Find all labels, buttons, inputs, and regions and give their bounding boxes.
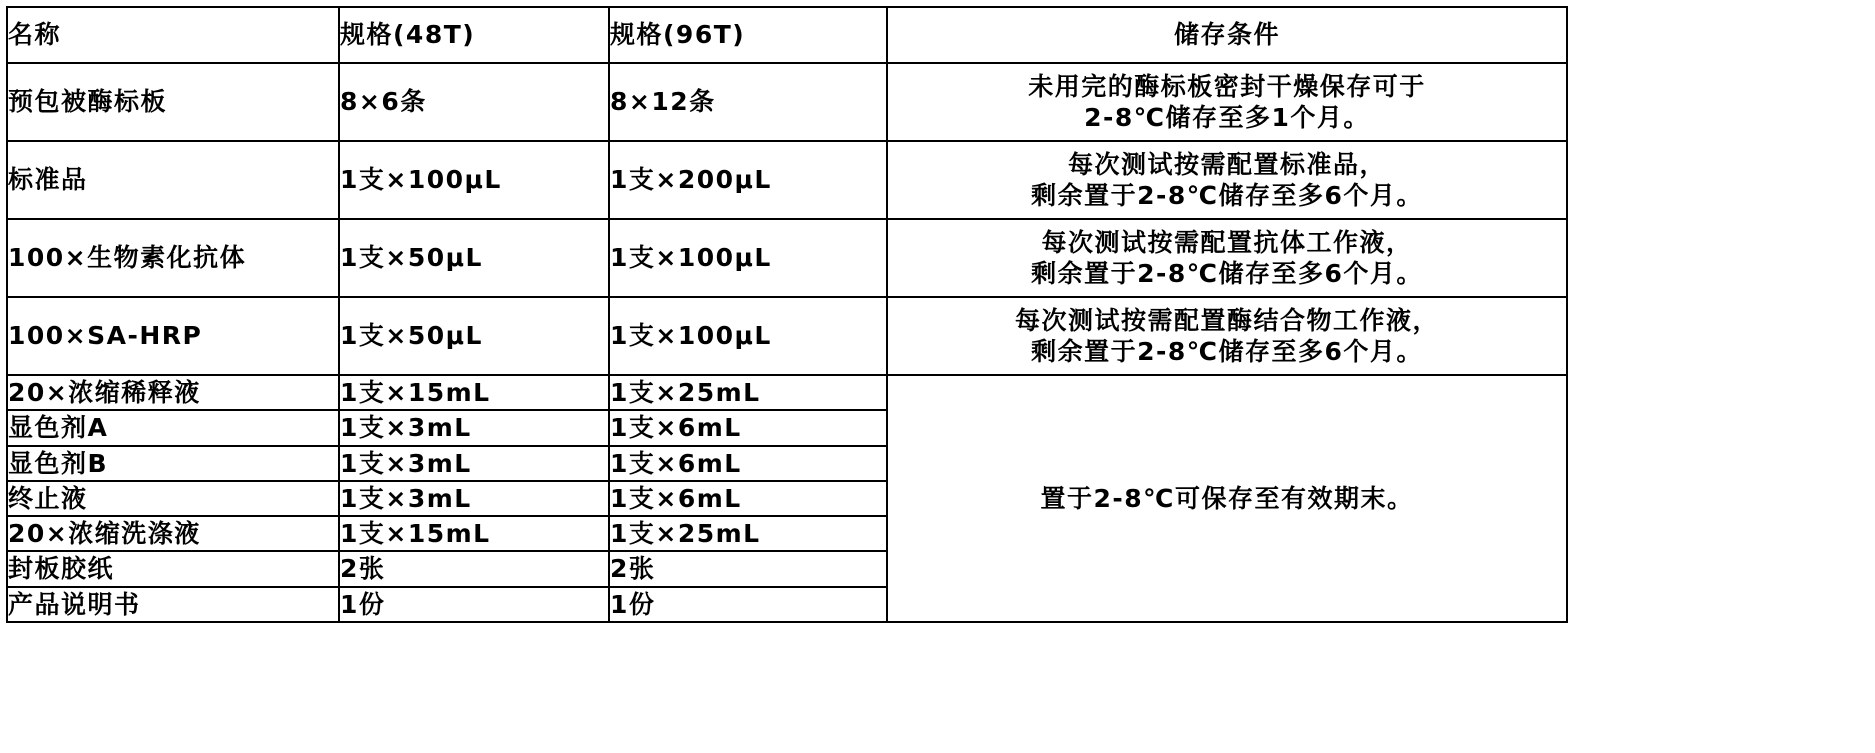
component-spec-48t: 1支×50μL — [339, 219, 609, 297]
storage-line: 每次测试按需配置标准品， — [1067, 149, 1386, 179]
component-name: 20×浓缩洗涤液 — [7, 516, 339, 551]
component-name: 封板胶纸 — [7, 551, 339, 586]
component-spec-48t: 1支×3mL — [339, 410, 609, 445]
storage-line: 未用完的酶标板密封干燥保存可于 — [1028, 71, 1426, 101]
component-spec-96t: 1支×6mL — [609, 446, 887, 481]
component-name: 标准品 — [7, 141, 339, 219]
document-page — [0, 6, 1875, 753]
component-spec-48t: 1支×100μL — [339, 141, 609, 219]
component-spec-96t: 1支×6mL — [609, 410, 887, 445]
table-header-row — [7, 7, 1567, 63]
storage-line: 2-8℃储存至多1个月。 — [1084, 103, 1370, 132]
column-header-spec-48t: 规格(48T) — [339, 7, 609, 63]
component-spec-96t: 1份 — [609, 587, 887, 622]
component-spec-48t: 1支×3mL — [339, 446, 609, 481]
component-spec-96t: 2张 — [609, 551, 887, 586]
table-row — [7, 219, 1567, 297]
component-name: 20×浓缩稀释液 — [7, 375, 339, 410]
component-storage-merged: 置于2-8℃可保存至有效期末。 — [887, 375, 1567, 622]
component-spec-48t: 1支×3mL — [339, 481, 609, 516]
table-row — [7, 297, 1567, 375]
component-spec-48t: 1支×15mL — [339, 375, 609, 410]
kit-components-table — [6, 6, 1568, 623]
component-name: 100×生物素化抗体 — [7, 219, 339, 297]
component-spec-48t: 1支×50μL — [339, 297, 609, 375]
component-name: 终止液 — [7, 481, 339, 516]
component-spec-48t: 8×6条 — [339, 63, 609, 141]
component-name: 100×SA-HRP — [7, 297, 339, 375]
column-header-spec-96t: 规格(96T) — [609, 7, 887, 63]
storage-line: 剩余置于2-8℃储存至多6个月。 — [1031, 181, 1423, 210]
storage-line: 剩余置于2-8℃储存至多6个月。 — [1031, 259, 1423, 288]
component-storage — [887, 297, 1567, 375]
component-spec-96t: 1支×200μL — [609, 141, 887, 219]
component-spec-96t: 1支×25mL — [609, 375, 887, 410]
component-storage — [887, 219, 1567, 297]
storage-line: 每次测试按需配置酶结合物工作液， — [1014, 305, 1439, 335]
component-name: 显色剂B — [7, 446, 339, 481]
component-spec-96t: 1支×100μL — [609, 219, 887, 297]
table-row — [7, 141, 1567, 219]
component-spec-96t: 1支×6mL — [609, 481, 887, 516]
component-spec-96t: 8×12条 — [609, 63, 887, 141]
component-name: 显色剂A — [7, 410, 339, 445]
component-storage — [887, 63, 1567, 141]
component-spec-96t: 1支×25mL — [609, 516, 887, 551]
component-spec-96t: 1支×100μL — [609, 297, 887, 375]
component-name: 预包被酶标板 — [7, 63, 339, 141]
component-storage — [887, 141, 1567, 219]
component-spec-48t: 1支×15mL — [339, 516, 609, 551]
storage-line: 剩余置于2-8℃储存至多6个月。 — [1031, 337, 1423, 366]
component-name: 产品说明书 — [7, 587, 339, 622]
column-header-name: 名称 — [7, 7, 339, 63]
table-row — [7, 375, 1567, 410]
component-spec-48t: 1份 — [339, 587, 609, 622]
column-header-storage: 储存条件 — [887, 7, 1567, 63]
table-row — [7, 63, 1567, 141]
storage-line: 每次测试按需配置抗体工作液， — [1041, 227, 1413, 257]
component-spec-48t: 2张 — [339, 551, 609, 586]
